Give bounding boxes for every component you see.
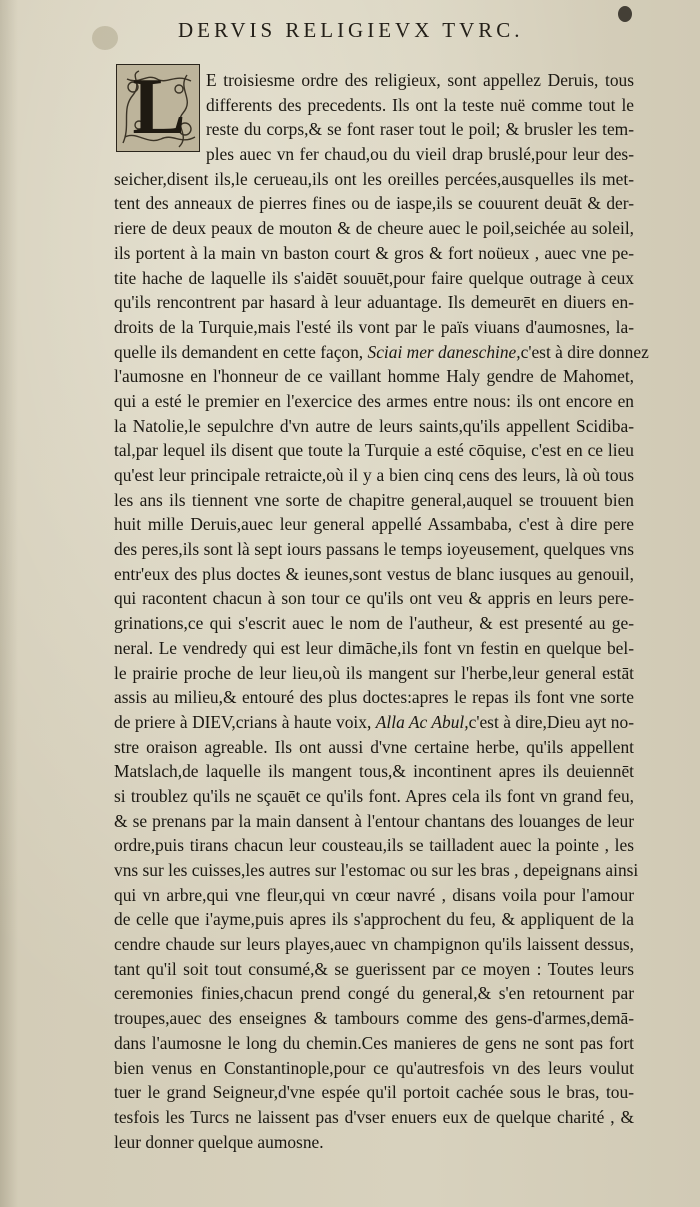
text-line [114,512,634,537]
text-run: cendre chaude sur leurs playes,auec vn champignon qu'ils laissent dessus, [114,934,634,955]
text-run: qu'ils rencontrent par hasard à leur aduantage. Ils demeurēt en diuers en- [114,292,634,313]
text-line [114,241,634,266]
text-run: Matslach,de laquelle ils mangent tous,& incontinent apres ils deuiennēt [114,761,634,782]
text-line [114,364,634,389]
text-run: seicher,disent ils,le cerueau,ils ont les oreilles percées,ausquelles ils met- [114,168,634,189]
text-run: le prairie proche de leur lieu,où ils mangent sur l'herbe,leur general estāt [114,662,634,683]
text-run: l'aumosne en l'honneur de ce vaillant homme Haly gendre de Mahomet, [114,366,634,387]
text-line [114,216,634,241]
text-run: des peres,ils sont là sept iours passans le temps ioyeusement, quelques vns [114,539,634,560]
text-line [114,1006,634,1031]
text-line [114,710,634,735]
text-line [114,759,634,784]
text-line [114,1056,634,1081]
text-run: qu'est leur principale retraicte,où il y a bien cinq cens des leurs, là où tous [114,465,634,485]
text-line [114,266,634,291]
text-line [114,93,634,118]
text-run: huit mille Deruis,auec leur general appellé Assambaba, c'est à dire pere [114,514,634,535]
running-head: DERVIS RELIGIEVX TVRC. [178,18,524,42]
text-line [114,1130,634,1155]
text-run: c'est à dire donnez [520,341,649,362]
text-run: la Natolie,le sepulchre d'vn autre de leurs saints,qu'ils appellent Scidiba- [114,415,634,436]
text-line [114,142,634,167]
text-run: ils portent à la main vn baston court & gros & fort noüeux , auec vne pe- [114,242,634,263]
text-line [114,562,634,587]
text-line [114,167,634,192]
text-run: & se prenans par la main dansent à l'entour chantans des louanges de leur [114,810,634,831]
text-run: reste du corps,& se font raser tout le poil; & brusler les tem- [206,119,634,140]
text-line [114,636,634,661]
text-line [114,883,634,908]
text-line [114,586,634,611]
text-line [114,833,634,858]
text-line [114,414,634,439]
text-line [114,1105,634,1130]
text-line [114,907,634,932]
text-line [114,463,634,488]
drop-cap-letter: L [132,63,186,151]
text-line [114,117,634,142]
text-line [114,957,634,982]
text-run: entr'eux des plus doctes & ieunes,sont vestus de blanc iusques au genouil, [114,563,634,584]
text-run: qui racontent chacun à son tour ce qu'ils ont veu & appris en leurs pere- [114,588,634,609]
text-run: assis au milieu,& entouré des plus doctes:apres le repas ils font vne sorte [114,687,634,708]
italic-phrase: Sciai mer daneschine, [367,341,521,362]
text-run: c'est à dire,Dieu ayt no- [468,711,634,732]
text-line [114,661,634,686]
text-line [114,1031,634,1056]
text-run: neral. Le vendredy qui est leur dimāche,ils font vn festin en quelque bel- [114,637,634,658]
text-run: qui a esté le premier en l'exercice des armes entre nous: ils ont encore en [114,390,634,411]
text-run: differents des precedents. Ils ont la teste nuë comme tout le [206,94,634,115]
text-line [114,932,634,957]
ink-blot [618,6,632,22]
text-run: E troisiesme ordre des religieux, sont appellez Deruis, tous [206,70,634,90]
text-line [114,537,634,562]
text-run: stre oraison agreable. Ils ont aussi d'vne certaine herbe, qu'ils appellent [114,736,634,757]
text-line [114,735,634,760]
text-run: de priere à DIEV,crians à haute voix, [114,711,376,732]
italic-phrase: Alla Ac Abul, [375,711,469,732]
text-run: leur donner quelque aumosne. [114,1131,324,1152]
text-line [114,315,634,340]
text-line [114,784,634,809]
text-line [114,340,649,365]
text-run: vns sur les cuisses,les autres sur l'estomac ou sur les bras , depeignans ainsi [114,860,639,880]
text-line [114,389,634,414]
text-run: grinations,ce qui s'escrit auec le nom de l'autheur, & est presenté au ge- [114,613,634,634]
text-line [114,290,634,315]
text-run: ples auec vn fer chaud,ou du vieil drap bruslé,pour leur des- [206,144,634,165]
text-line [114,611,634,636]
text-run: troupes,auec des enseignes & tambours comme des gens-d'armes,demā- [114,1008,634,1029]
body-text [114,68,649,1154]
text-run: tuer le grand Seigneur,d'vne espée qu'il portoit cachée sous le bras, tou- [114,1082,634,1103]
text-run: dans l'aumosne le long du chemin.Ces manieres de gens ne sont pas fort [114,1032,634,1053]
text-run: tant qu'il soit tout consumé,& se guerissent par ce moyen : Toutes leurs [114,958,634,979]
text-line [114,858,639,883]
text-run: ceremonies finies,chacun prend congé du general,& s'en retournent par [114,983,634,1004]
text-line [114,1080,634,1105]
text-run: tal,par lequel ils disent que toute la Turquie a esté cōquise, c'est en ce lieu [114,440,634,461]
text-run: tent des anneaux de pierres fines ou de iaspe,ils se couurent deuāt & der- [114,193,634,214]
text-run: quelle ils demandent en cette façon, [114,341,368,362]
text-run: bien venus en Constantinople,pour ce qu'autresfois vn des leurs voulut [114,1057,634,1078]
text-run: les ans ils tiennent vne sorte de chapitre general,auquel se trouuent bien [114,489,634,510]
text-line [114,981,634,1006]
text-run: ordre,puis tirans chacun leur cousteau,ils se tailladent auec la pointe , les [114,835,634,856]
page-stain [92,26,118,50]
text-line [114,488,634,513]
text-run: qui vn arbre,qui vne fleur,qui vn cœur navré , disans voila pour l'amour [114,884,634,905]
text-run: tesfois les Turcs ne laissent pas d'vser enuers eux de quelque charité , & [114,1106,634,1127]
text-line [114,809,634,834]
text-line [114,685,634,710]
text-run: riere de deux peaux de mouton & de cheure auec le poil,seichée au soleil, [114,218,634,239]
text-run: tite hache de laquelle ils s'aidēt souuēt,pour faire quelque outrage à ceux [114,267,634,288]
text-line [114,191,634,216]
text-run: droits de la Turquie,mais l'esté ils vont par le païs viuans d'aumosnes, la- [114,316,634,337]
text-line [114,438,634,463]
text-line [114,68,634,93]
text-run: si troublez qu'ils ne sçauēt ce qu'ils font. Apres cela ils font vn grand feu, [114,785,634,806]
text-run: de celle que i'ayme,puis apres ils s'approchent du feu, & appliquent de la [114,909,634,930]
